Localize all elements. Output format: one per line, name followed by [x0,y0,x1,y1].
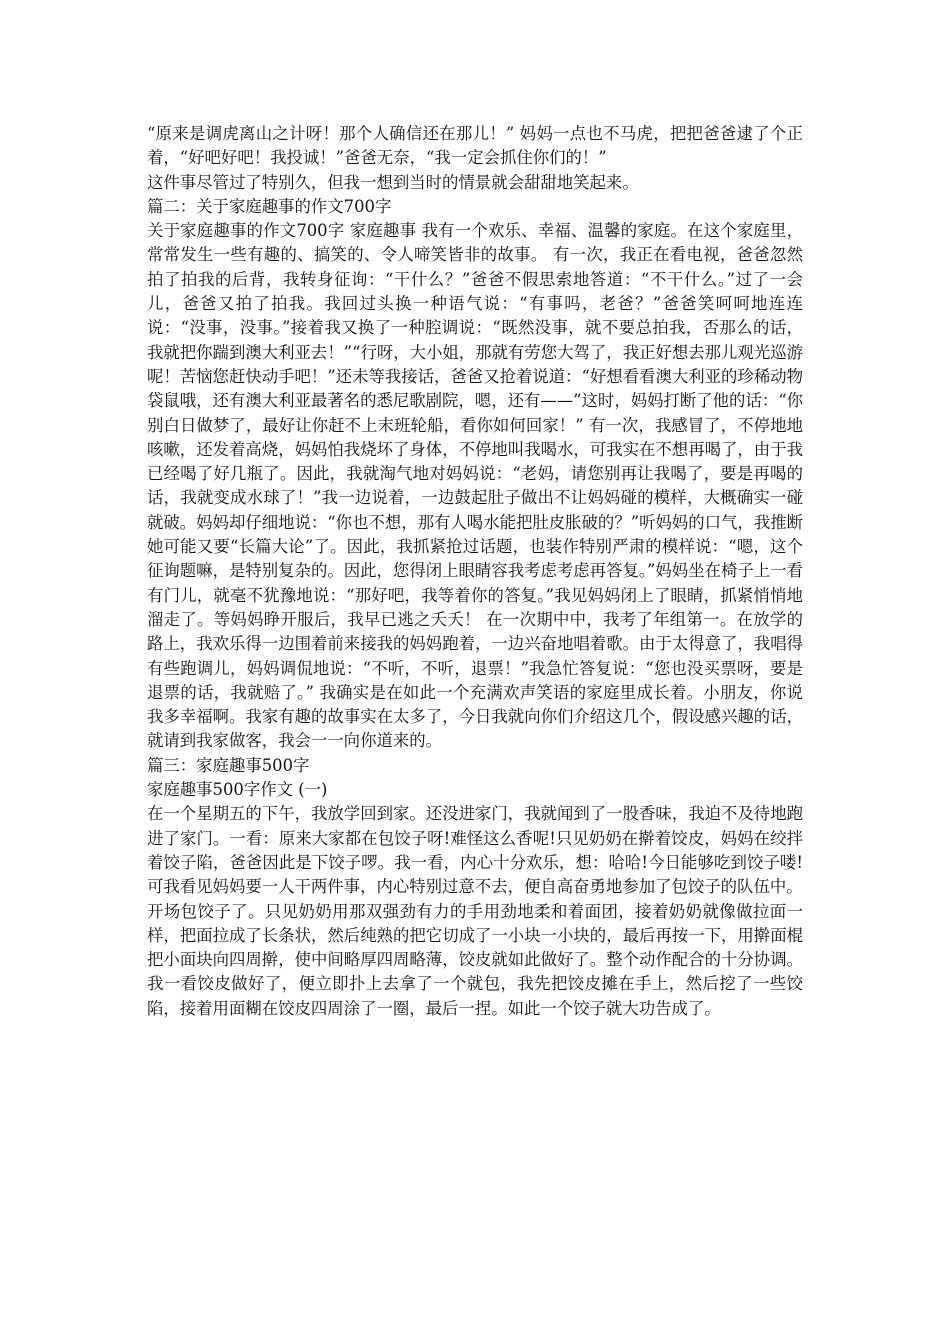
paragraph-friday-dumplings: 在一个星期五的下午，我放学回到家。还没进家门，我就闻到了一股香味，我迫不及待地跑进了家门。一看：原来大家都在包饺子呀!难怪这么香呢!只见奶奶在擀着饺皮，妈妈在绞拌着饺子陷，爸爸因此是下饺子啰。我一看，内心十分欢乐，想：哈哈!今日能够吃到饺子喽!可我看见妈妈要一人干两件事，内心特别过意不去，便自高奋勇地参加了包饺子的队伍中。 [147,804,803,897]
paragraph-making-dumplings: 开场包饺子了。只见奶奶用那双强劲有力的手用劲地柔和着面团，接着奶奶就像做拉面一样，把面拉成了长条状，然后纯熟的把它切成了一小块一小块的，最后再按一下，用擀面棍把小面块向四周擀，使中间略厚四周略薄，饺皮就如此做好了。整个动作配合的十分协调。我一看饺皮做好了，便立即扑上去拿了一个就包，我先把饺皮摊在手上，然后挖了一些饺陷，接着用面糊在饺皮四周涂了一圈，最后一捏。如此一个饺子就大功告成了。 [147,901,803,1018]
section-heading-3: 篇三：家庭趣事500字 [147,755,310,775]
paragraph-memory: 这件事尽管过了特别久，但我一想到当时的情景就会甜甜地笑起来。 [147,172,639,192]
paragraph-family-fun-700: 关于家庭趣事的作文700字 家庭趣事 我有一个欢乐、幸福、温馨的家庭。在这个家庭里，常常发生一些有趣的、搞笑的、令人啼笑皆非的故事。 有一次，我正在看电视，爸爸忽然拍了拍我的后背，我转身征询：“干什么？”爸爸不假思索地答道：“不干什么。”过了一会儿，爸爸又拍了拍我。我回过头换一种语气说：“有事吗，老爸？”爸爸笑呵呵地连连说：“没事，没事。”接着我又换了一种腔调说：“既然没事，就不要总拍我，否那么的话，我就把你踹到澳大利亚去！”“行呀，大小姐，那就有劳您大驾了，我正好想去那儿观光巡游呢！苦恼您赶快动手吧！”还未等我接话，爸爸又抢着说道：“好想看看澳大利亚的珍稀动物袋鼠哦，还有澳大利亚最著名的悉尼歌剧院，嗯，还有——”这时，妈妈打断了他的话：“你别白日做梦了，最好让你赶不上末班轮船，看你如何回家！” 有一次，我感冒了，不停地地咳嗽，还发着高烧，妈妈怕我烧坏了身体，不停地叫我喝水，可我实在不想再喝了，由于我已经喝了好几瓶了。因此，我就淘气地对妈妈说：“老妈，请您别再让我喝了，要是再喝的话，我就变成水球了！”我一边说着，一边鼓起肚子做出不让妈妈碰的模样，大概确实一碰就破。妈妈却仔细地说：“你也不想，那有人喝水能把肚皮胀破的？”听妈妈的口气，我推断她可能又要“长篇大论”了。因此，我抓紧抢过话题，也装作特别严肃的模样说：“嗯，这个征询题嘛，是特别复杂的。因此，您得闭上眼睛容我考虑考虑再答复。”妈妈坐在椅子上一看有门儿，就毫不犹豫地说：“那好吧，我等着你的答复。”我见妈妈闭上了眼睛，抓紧悄悄地溜走了。等妈妈睁开服后，我早已逃之夭夭！ 在一次期中中，我考了年组第一。在放学的路上，我欢乐得一边围着前来接我的妈妈跑着，一边兴奋地唱着歌。由于太得意了，我唱得有些跑调儿，妈妈调侃地说：“不听，不听，退票！”我急忙答复说：“您也没买票呀，要是退票的话，我就赔了。” 我确实是在如此一个充满欢声笑语的家庭里成长着。小朋友，你说我多幸福啊。我家有趣的故事实在太多了，今日我就向你们介绍这几个，假设感兴趣的话，就请到我家做客，我会一一向你道来的。 [147,221,803,751]
subheading-essay-1: 家庭趣事500字作文 (一) [147,780,328,800]
section-heading-2: 篇二：关于家庭趣事的作文700字 [147,196,392,216]
document-page [147,122,803,1021]
paragraph-quote-ending: “原来是调虎离山之计呀！那个人确信还在那儿！” 妈妈一点也不马虎，把把爸爸逮了个正着，“好吧好吧！我投诚！”爸爸无奈，“我一定会抓住你们的！” [147,124,803,168]
